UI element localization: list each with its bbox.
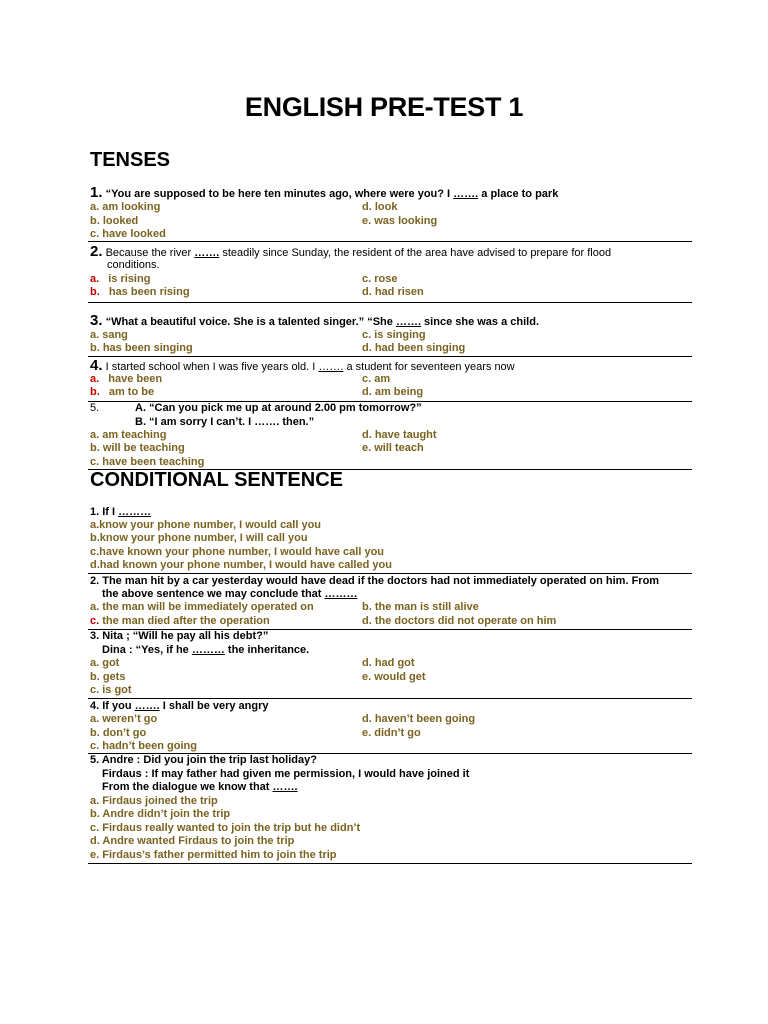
option-d[interactable]: d. the doctors did not operate on him [362, 615, 557, 627]
question-2-cont: the above sentence we may conclude that ……… [102, 588, 358, 600]
option-a[interactable]: a.know your phone number, I would call you [90, 519, 322, 531]
option-d[interactable]: d.had known your phone number, I would have called you [90, 559, 392, 571]
question-1: 1. “You are supposed to be here ten minutes ago, where were you? I ……. a place to park [90, 184, 559, 201]
question-5-number: 5. [90, 402, 100, 414]
question-4: 4. If you ……. I shall be very angry [90, 700, 269, 712]
option-c[interactable]: c.have known your phone number, I would have call you [90, 546, 385, 558]
option-e[interactable]: e. will teach [362, 442, 424, 454]
option-b[interactable]: b. the man is still alive [362, 601, 479, 613]
option-c[interactable]: c. have looked [90, 228, 166, 240]
option-a[interactable]: a. got [90, 657, 120, 669]
section-title-tenses: TENSES [90, 149, 171, 171]
option-c[interactable]: c. the man died after the operation [90, 615, 270, 627]
question-2-cont: conditions. [107, 259, 160, 271]
question-2: 2. The man hit by a car yesterday would have dead if the doctors had not immediately operated on him. From [90, 575, 660, 587]
divider [88, 356, 692, 357]
section-title-conditional: CONDITIONAL SENTENCE [90, 469, 343, 491]
question-3-line-2: Dina : “Yes, if he ……… the inheritance. [102, 644, 310, 656]
option-e[interactable]: e. was looking [362, 215, 438, 227]
question-5-line-a: A. “Can you pick me up at around 2.00 pm tomorrow?” [135, 402, 422, 414]
option-d[interactable]: d. Andre wanted Firdaus to join the trip [90, 835, 295, 847]
option-b[interactable]: b.know your phone number, I will call you [90, 532, 308, 544]
option-a[interactable]: a. am teaching [90, 429, 167, 441]
option-b[interactable]: b. Andre didn’t join the trip [90, 808, 231, 820]
option-e[interactable]: e. Firdaus’s father permitted him to join the trip [90, 849, 337, 861]
divider [88, 863, 692, 864]
option-d[interactable]: d. look [362, 201, 398, 213]
option-b[interactable]: b. am to be [90, 386, 155, 398]
divider [88, 573, 692, 574]
divider [88, 241, 692, 242]
option-a[interactable]: a. weren’t go [90, 713, 158, 725]
option-b[interactable]: b. looked [90, 215, 139, 227]
option-d[interactable]: d. had got [362, 657, 415, 669]
question-2: 2. Because the river ……. steadily since Sunday, the resident of the area have advised to prepare for flood [90, 243, 612, 260]
option-c[interactable]: c. Firdaus really wanted to join the trip but he didn’t [90, 822, 361, 834]
option-a[interactable]: a. Firdaus joined the trip [90, 795, 218, 807]
question-5-line-3: From the dialogue we know that ……. [102, 781, 298, 793]
question-5-line-b: B. “I am sorry I can’t. I ……. then.” [135, 416, 315, 428]
option-c[interactable]: c. is got [90, 684, 132, 696]
page-title: ENGLISH PRE-TEST 1 [244, 92, 524, 122]
question-5-line-1: 5. Andre : Did you join the trip last holiday? [90, 754, 317, 766]
question-1: 1. If I ……… [90, 506, 152, 518]
option-a[interactable]: a. is rising [90, 273, 151, 285]
option-a[interactable]: a. am looking [90, 201, 161, 213]
question-3: 3. “What a beautiful voice. She is a talented singer.” “She ……. since she was a child. [90, 312, 539, 329]
option-b[interactable]: b. gets [90, 671, 126, 683]
option-c[interactable]: c. am [362, 373, 391, 385]
option-b[interactable]: b. will be teaching [90, 442, 185, 454]
option-c[interactable]: c. is singing [362, 329, 426, 341]
option-a[interactable]: a. sang [90, 329, 128, 341]
option-d[interactable]: d. have taught [362, 429, 437, 441]
option-e[interactable]: e. didn’t go [362, 727, 421, 739]
option-d[interactable]: d. had risen [362, 286, 424, 298]
option-c[interactable]: c. have been teaching [90, 456, 205, 468]
option-a[interactable]: a. the man will be immediately operated on [90, 601, 314, 613]
question-3-line-1: 3. Nita ; “Will he pay all his debt?” [90, 630, 269, 642]
option-d[interactable]: d. haven’t been going [362, 713, 476, 725]
question-5-line-2: Firdaus : If may father had given me permission, I would have joined it [102, 768, 470, 780]
divider [88, 698, 692, 699]
option-b[interactable]: b. has been singing [90, 342, 193, 354]
option-b[interactable]: b. has been rising [90, 286, 190, 298]
option-d[interactable]: d. had been singing [362, 342, 466, 354]
option-d[interactable]: d. am being [362, 386, 424, 398]
option-a[interactable]: a. have been [90, 373, 163, 385]
question-4: 4. I started school when I was five years old. I ……. a student for seventeen years now [90, 357, 515, 374]
option-c[interactable]: c. rose [362, 273, 398, 285]
divider [88, 302, 692, 303]
option-e[interactable]: e. would get [362, 671, 426, 683]
option-b[interactable]: b. don’t go [90, 727, 147, 739]
option-c[interactable]: c. hadn’t been going [90, 740, 197, 752]
